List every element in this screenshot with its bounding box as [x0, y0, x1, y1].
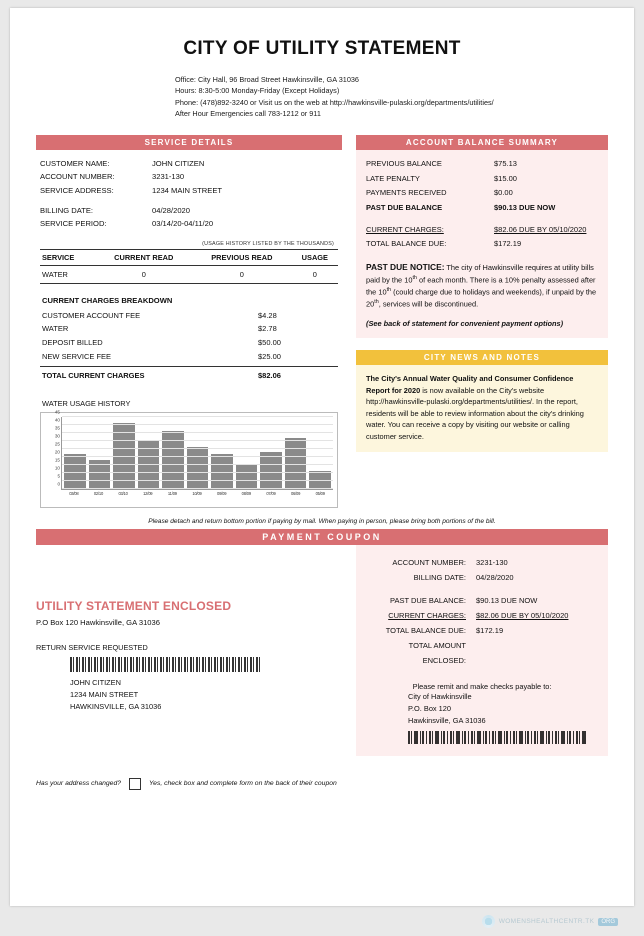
- office-line: Office: City Hall, 96 Broad Street Hawkinsville, GA 31036: [175, 75, 359, 84]
- chart-gridline: [62, 440, 333, 441]
- charges-breakdown-title: CURRENT CHARGES BREAKDOWN: [42, 295, 173, 305]
- remit-barcode: [408, 731, 586, 744]
- customer-mailing-address: [70, 677, 342, 713]
- city-news-panel: [356, 365, 608, 452]
- service-address-value: 1234 MAIN STREET: [152, 185, 223, 195]
- statement-page: [10, 8, 634, 925]
- coupon-row: [368, 608, 596, 623]
- late-penalty-value: $15.00: [494, 173, 517, 183]
- remit-line: City of Hawkinsville: [408, 691, 472, 701]
- return-service-requested: RETURN SERVICE REQUESTED: [36, 642, 148, 652]
- remit-line: Hawkinsville, GA 31036: [408, 715, 486, 725]
- coupon-past-due-label: PAST DUE BALANCE:: [390, 595, 466, 605]
- chart-x-label: 03/10: [118, 490, 128, 496]
- coupon-total-balance-value: $172.19: [476, 625, 504, 635]
- account-number-row: [40, 170, 338, 183]
- coupon-billing-date-value: 04/28/2020: [476, 572, 514, 582]
- address-change-checkbox[interactable]: [129, 778, 141, 790]
- charge-amount: $2.78: [258, 324, 277, 334]
- col-usage: USAGE: [292, 249, 338, 265]
- chart-gridline: [62, 448, 333, 449]
- chart-gridline: [62, 456, 333, 457]
- current-charges-row: [366, 223, 598, 238]
- chart-gridline: [62, 432, 333, 433]
- chart-gridline: [62, 480, 333, 481]
- past-due-balance-value: $90.13 DUE NOW: [494, 203, 556, 213]
- account-number-value: 3231-130: [152, 172, 185, 182]
- service-details-band: SERVICE DETAILS: [36, 135, 342, 150]
- page-title: CITY OF UTILITY STATEMENT: [183, 38, 461, 59]
- detach-instruction: Please detach and return bottom portion if paying by mail. When paying in person, please bring both portions of the bill.: [148, 517, 496, 525]
- coupon-billing-date-label: BILLING DATE:: [413, 572, 466, 582]
- payments-received-value: $0.00: [494, 188, 513, 198]
- ordinal-suffix: th: [412, 274, 417, 281]
- water-usage-chart: [40, 409, 338, 508]
- address-change-question: Has your address changed?: [36, 780, 122, 787]
- chart-y-tick: 25: [54, 441, 60, 447]
- past-due-balance-row: [366, 201, 598, 216]
- balance-row: [366, 157, 598, 172]
- coupon-amounts-section: [356, 545, 608, 756]
- col-previous-read: PREVIOUS READ: [192, 249, 292, 265]
- po-box-line: P.O Box 120 Hawkinsville, GA 31036: [36, 617, 160, 627]
- city-news-text: [366, 373, 598, 442]
- charge-label: WATER: [42, 324, 69, 334]
- city-news-band: CITY NEWS AND NOTES: [356, 350, 608, 365]
- balance-summary-band: ACCOUNT BALANCE SUMMARY: [356, 135, 608, 150]
- payments-received-label: PAYMENTS RECEIVED: [366, 188, 447, 198]
- table-header-row: [40, 249, 338, 265]
- chart-gridline: [62, 472, 333, 473]
- payment-coupon-band: PAYMENT COUPON: [36, 529, 608, 545]
- cell-previous-read: 0: [192, 265, 292, 283]
- past-due-notice-body-3: (could charge due to holidays and weekends), if unpaid by the 20: [366, 287, 597, 309]
- chart-bars: [64, 417, 331, 489]
- payment-options-note: (See back of statement for convenient payment options): [366, 318, 564, 328]
- late-penalty-label: LATE PENALTY: [366, 173, 420, 183]
- chart-y-tick: 35: [54, 425, 60, 431]
- chart-y-tick: 10: [54, 465, 60, 471]
- cell-service: WATER: [40, 265, 96, 283]
- charge-row: [40, 336, 338, 350]
- payment-coupon: [36, 545, 608, 756]
- previous-balance-value: $75.13: [494, 159, 517, 169]
- statement-columns: [10, 135, 634, 508]
- coupon-row: [368, 555, 596, 570]
- chart-gridline: [62, 464, 333, 465]
- coupon-row: [368, 638, 596, 668]
- past-due-notice-body-4: , services will be discontinued.: [378, 299, 479, 309]
- past-due-notice-heading: PAST DUE NOTICE:: [366, 261, 445, 272]
- current-charges-value: $82.06 DUE BY 05/10/2020: [494, 224, 587, 234]
- cell-usage: 0: [292, 265, 338, 283]
- chart-y-tick: 20: [54, 449, 60, 455]
- service-period-row: [40, 217, 338, 230]
- watermark-badge: ORG: [598, 918, 618, 926]
- charge-label: CUSTOMER ACCOUNT FEE: [42, 310, 141, 320]
- usage-history-note: (USAGE HISTORY LISTED BY THE THOUSANDS): [202, 240, 334, 247]
- coupon-mailing-section: [36, 545, 342, 756]
- coupon-account-number-value: 3231-130: [476, 557, 508, 567]
- utility-statement-enclosed-title: UTILITY STATEMENT ENCLOSED: [36, 598, 232, 613]
- coupon-total-balance-label: TOTAL BALANCE DUE:: [385, 625, 466, 635]
- coupon-amounts-panel: [356, 545, 608, 756]
- customer-name-row: [40, 157, 338, 170]
- chart-x-label: 02/10: [93, 490, 104, 496]
- charge-label: DEPOSIT BILLED: [42, 338, 103, 348]
- chart-x-label: 06/09: [290, 490, 301, 496]
- city-news-body: is now available on the City's website http://hawkinsville-pulaski.org/departments/utilities/. In the report, residents will be able to review information about the city's drinking water. You can receive a copy by visiting our website or calling customer service.: [366, 385, 584, 441]
- charge-amount: $50.00: [258, 338, 281, 348]
- customer-name-label: CUSTOMER NAME:: [40, 159, 110, 169]
- chart-y-tick: 0: [57, 481, 60, 487]
- address-line: HAWKINSVILLE, GA 31036: [70, 701, 162, 711]
- total-balance-due-label: TOTAL BALANCE DUE:: [366, 239, 447, 249]
- coupon-account-number-label: ACCOUNT NUMBER:: [392, 557, 466, 567]
- ordinal-suffix: th: [374, 298, 379, 305]
- table-row: [40, 265, 338, 283]
- office-line: After Hour Emergencies call 783-1212 or 911: [175, 108, 321, 118]
- billing-date-value: 04/28/2020: [152, 206, 191, 216]
- coupon-current-charges-label: CURRENT CHARGES:: [388, 610, 466, 620]
- charge-row: [40, 350, 338, 364]
- right-column: [356, 135, 608, 508]
- balance-row: [366, 172, 598, 187]
- coupon-row: [368, 623, 596, 638]
- total-charges-amount: $82.06: [258, 371, 281, 381]
- chart-x-label: 09/09: [217, 490, 227, 496]
- total-charges-label: TOTAL CURRENT CHARGES: [42, 371, 145, 381]
- past-due-balance-label: PAST DUE BALANCE: [366, 203, 443, 213]
- chart-gridline: [62, 488, 333, 489]
- chart-x-label: 03/08: [69, 490, 79, 496]
- address-change-instruction: Yes, check box and complete form on the back of their coupon: [149, 780, 337, 787]
- office-line: Hours: 8:30-5:00 Monday-Friday (Except Holidays): [175, 86, 340, 96]
- address-line: JOHN CITIZEN: [70, 677, 121, 687]
- charge-row: [40, 309, 338, 323]
- chart-bar: [236, 465, 258, 489]
- col-service: SERVICE: [40, 249, 96, 265]
- chart-gridline: [62, 416, 333, 417]
- chart-plot-area: [54, 409, 333, 490]
- meter-reads-table: [40, 249, 338, 284]
- chart-x-label: 08/09: [241, 490, 251, 496]
- ordinal-suffix: th: [386, 286, 392, 293]
- charge-amount: $4.28: [258, 310, 277, 320]
- watermark: [482, 915, 618, 928]
- total-balance-due-value: $172.19: [494, 239, 522, 249]
- chart-y-tick: 15: [54, 457, 60, 463]
- watermark-text: WOMENSHEALTHCENTR.TK: [498, 918, 595, 925]
- chart-bar: [187, 447, 209, 489]
- chart-x-label: 11/09: [167, 490, 177, 496]
- chart-x-axis-labels: [61, 490, 333, 496]
- account-number-label: ACCOUNT NUMBER:: [40, 172, 115, 182]
- address-change-row: [36, 778, 608, 790]
- coupon-row: [368, 593, 596, 608]
- chart-x-label: 10/09: [192, 490, 202, 496]
- balance-row: [366, 186, 598, 201]
- customer-name-value: JOHN CITIZEN: [152, 159, 205, 169]
- chart-y-tick: 5: [57, 473, 60, 479]
- service-period-label: SERVICE PERIOD:: [40, 219, 107, 229]
- past-due-notice-body-2: of each month. There is a 10% penalty assessed after the 10: [366, 275, 596, 297]
- total-current-charges-row: [40, 366, 338, 383]
- remit-heading: Please remit and make checks payable to:: [412, 681, 552, 691]
- chart-y-tick: 30: [54, 433, 60, 439]
- cell-current-read: 0: [96, 265, 193, 283]
- address-line: 1234 MAIN STREET: [70, 689, 139, 699]
- remit-block: [368, 682, 596, 744]
- chart-x-label: 07/09: [266, 490, 276, 496]
- coupon-amount-enclosed-label: TOTAL AMOUNT ENCLOSED:: [408, 640, 466, 665]
- charge-row: [40, 322, 338, 336]
- mail-barcode: [70, 657, 260, 672]
- office-info: [175, 74, 634, 119]
- chart-y-tick: 40: [54, 417, 60, 423]
- coupon-amount-enclosed-value[interactable]: [476, 638, 596, 668]
- current-charges-label: CURRENT CHARGES:: [366, 224, 444, 234]
- balance-summary-panel: [356, 150, 608, 338]
- chart-y-tick: 45: [54, 409, 60, 415]
- chart-x-label: 12/09: [143, 490, 153, 496]
- past-due-notice-body-1: The city of Hawkinsville requires at utility bills paid by the 10: [366, 262, 594, 285]
- watermark-logo-icon: [482, 915, 495, 928]
- office-line: Phone: (478)892-3240 or Visit us on the web at http://hawkinsville-pulaski.org/departments/utilities/: [175, 97, 494, 107]
- city-news-headline: The City's Annual Water Quality and Consumer Confidence Report for 2020: [366, 374, 574, 395]
- coupon-past-due-value: $90.13 DUE NOW: [476, 595, 538, 605]
- total-balance-due-row: [366, 237, 598, 252]
- service-address-row: [40, 184, 338, 197]
- charge-amount: $25.00: [258, 352, 281, 362]
- col-current-read: CURRENT READ: [96, 249, 193, 265]
- usage-chart-title: WATER USAGE HISTORY: [42, 398, 131, 408]
- chart-x-label: 05/09: [315, 490, 325, 496]
- previous-balance-label: PREVIOUS BALANCE: [366, 159, 442, 169]
- service-period-value: 03/14/20-04/11/20: [152, 219, 214, 229]
- billing-date-row: [40, 204, 338, 217]
- chart-bar: [260, 452, 282, 489]
- service-address-label: SERVICE ADDRESS:: [40, 185, 114, 195]
- billing-date-label: BILLING DATE:: [40, 206, 94, 216]
- remit-line: P.O. Box 120: [408, 703, 452, 713]
- coupon-current-charges-value: $82.06 DUE BY 05/10/2020: [476, 610, 569, 620]
- service-details-section: [36, 135, 342, 508]
- past-due-notice: [366, 261, 598, 329]
- coupon-row: [368, 570, 596, 585]
- chart-gridline: [62, 424, 333, 425]
- charge-label: NEW SERVICE FEE: [42, 352, 112, 362]
